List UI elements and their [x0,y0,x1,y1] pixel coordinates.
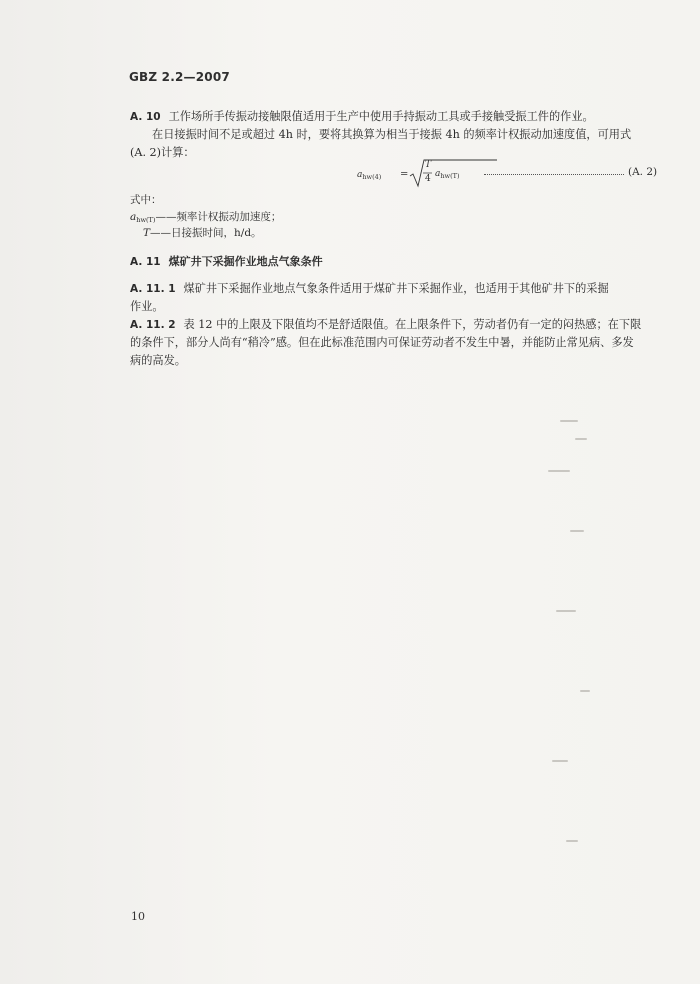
scan-speck [556,610,576,612]
equation-number: (A. 2) [628,166,658,178]
section-text: 工作场所手传振动接触限值适用于生产中使用手持振动工具或手接触受振工件的作业。 [168,110,594,123]
section-text: 表 12 中的上限及下限值均不是舒适限值。在上限条件下，劳动者仍有一定的闷热感；在下限 [183,318,642,331]
section-a10-line3: (A. 2)计算： [130,146,195,159]
scan-speck [566,840,578,842]
section-a10-line1 [130,110,594,124]
formula-lhs: $a_{hw(4)}$ [357,170,382,181]
scan-speck [570,530,584,532]
where-item-t: T——日接振时间，h/d。 [143,227,262,239]
scan-speck [548,470,570,472]
section-number: A. 10 [130,111,161,123]
section-number: A. 11. 1 [130,283,176,295]
scan-speck [580,690,590,692]
section-a11-1-line1 [130,282,609,296]
where-intro: 式中： [130,194,162,206]
section-a10-line2: 在日接振时间不足或超过 4h 时，要将其换算为相当于接振 4h 的频率计权振动加速度值，可用式 [152,128,632,141]
formula-numerator: T [425,160,432,170]
formula-rhs: $a_{hw(T)}$ [435,169,460,180]
page-number: 10 [131,910,145,923]
section-a11-1-line2: 作业。 [130,300,164,313]
standard-code-header: GBZ 2.2—2007 [129,70,230,84]
section-text: 煤矿井下采掘作业地点气象条件适用于煤矿井下采掘作业，也适用于其他矿井下的采掘 [183,282,609,295]
section-a11-2-line2: 的条件下，部分人尚有“稍冷”感。但在此标准范围内可保证劳动者不发生中暑，并能防止常见病、多发 [130,336,634,349]
section-a11-heading [130,255,323,269]
section-a11-2-line1 [130,318,641,332]
scan-speck [552,760,568,762]
leader-dots [484,170,624,175]
where-item-ahw: $a_{hw(T)}——$频率计权振动加速度； [130,211,282,224]
formula-denominator: 4 [425,174,431,184]
section-title: 煤矿井下采掘作业地点气象条件 [168,255,323,268]
section-number: A. 11 [130,256,161,268]
section-number: A. 11. 2 [130,319,176,331]
formula-equals: = [400,169,409,180]
scan-speck [575,438,587,440]
section-a11-2-line3: 病的高发。 [130,354,186,367]
scan-speck [560,420,578,422]
